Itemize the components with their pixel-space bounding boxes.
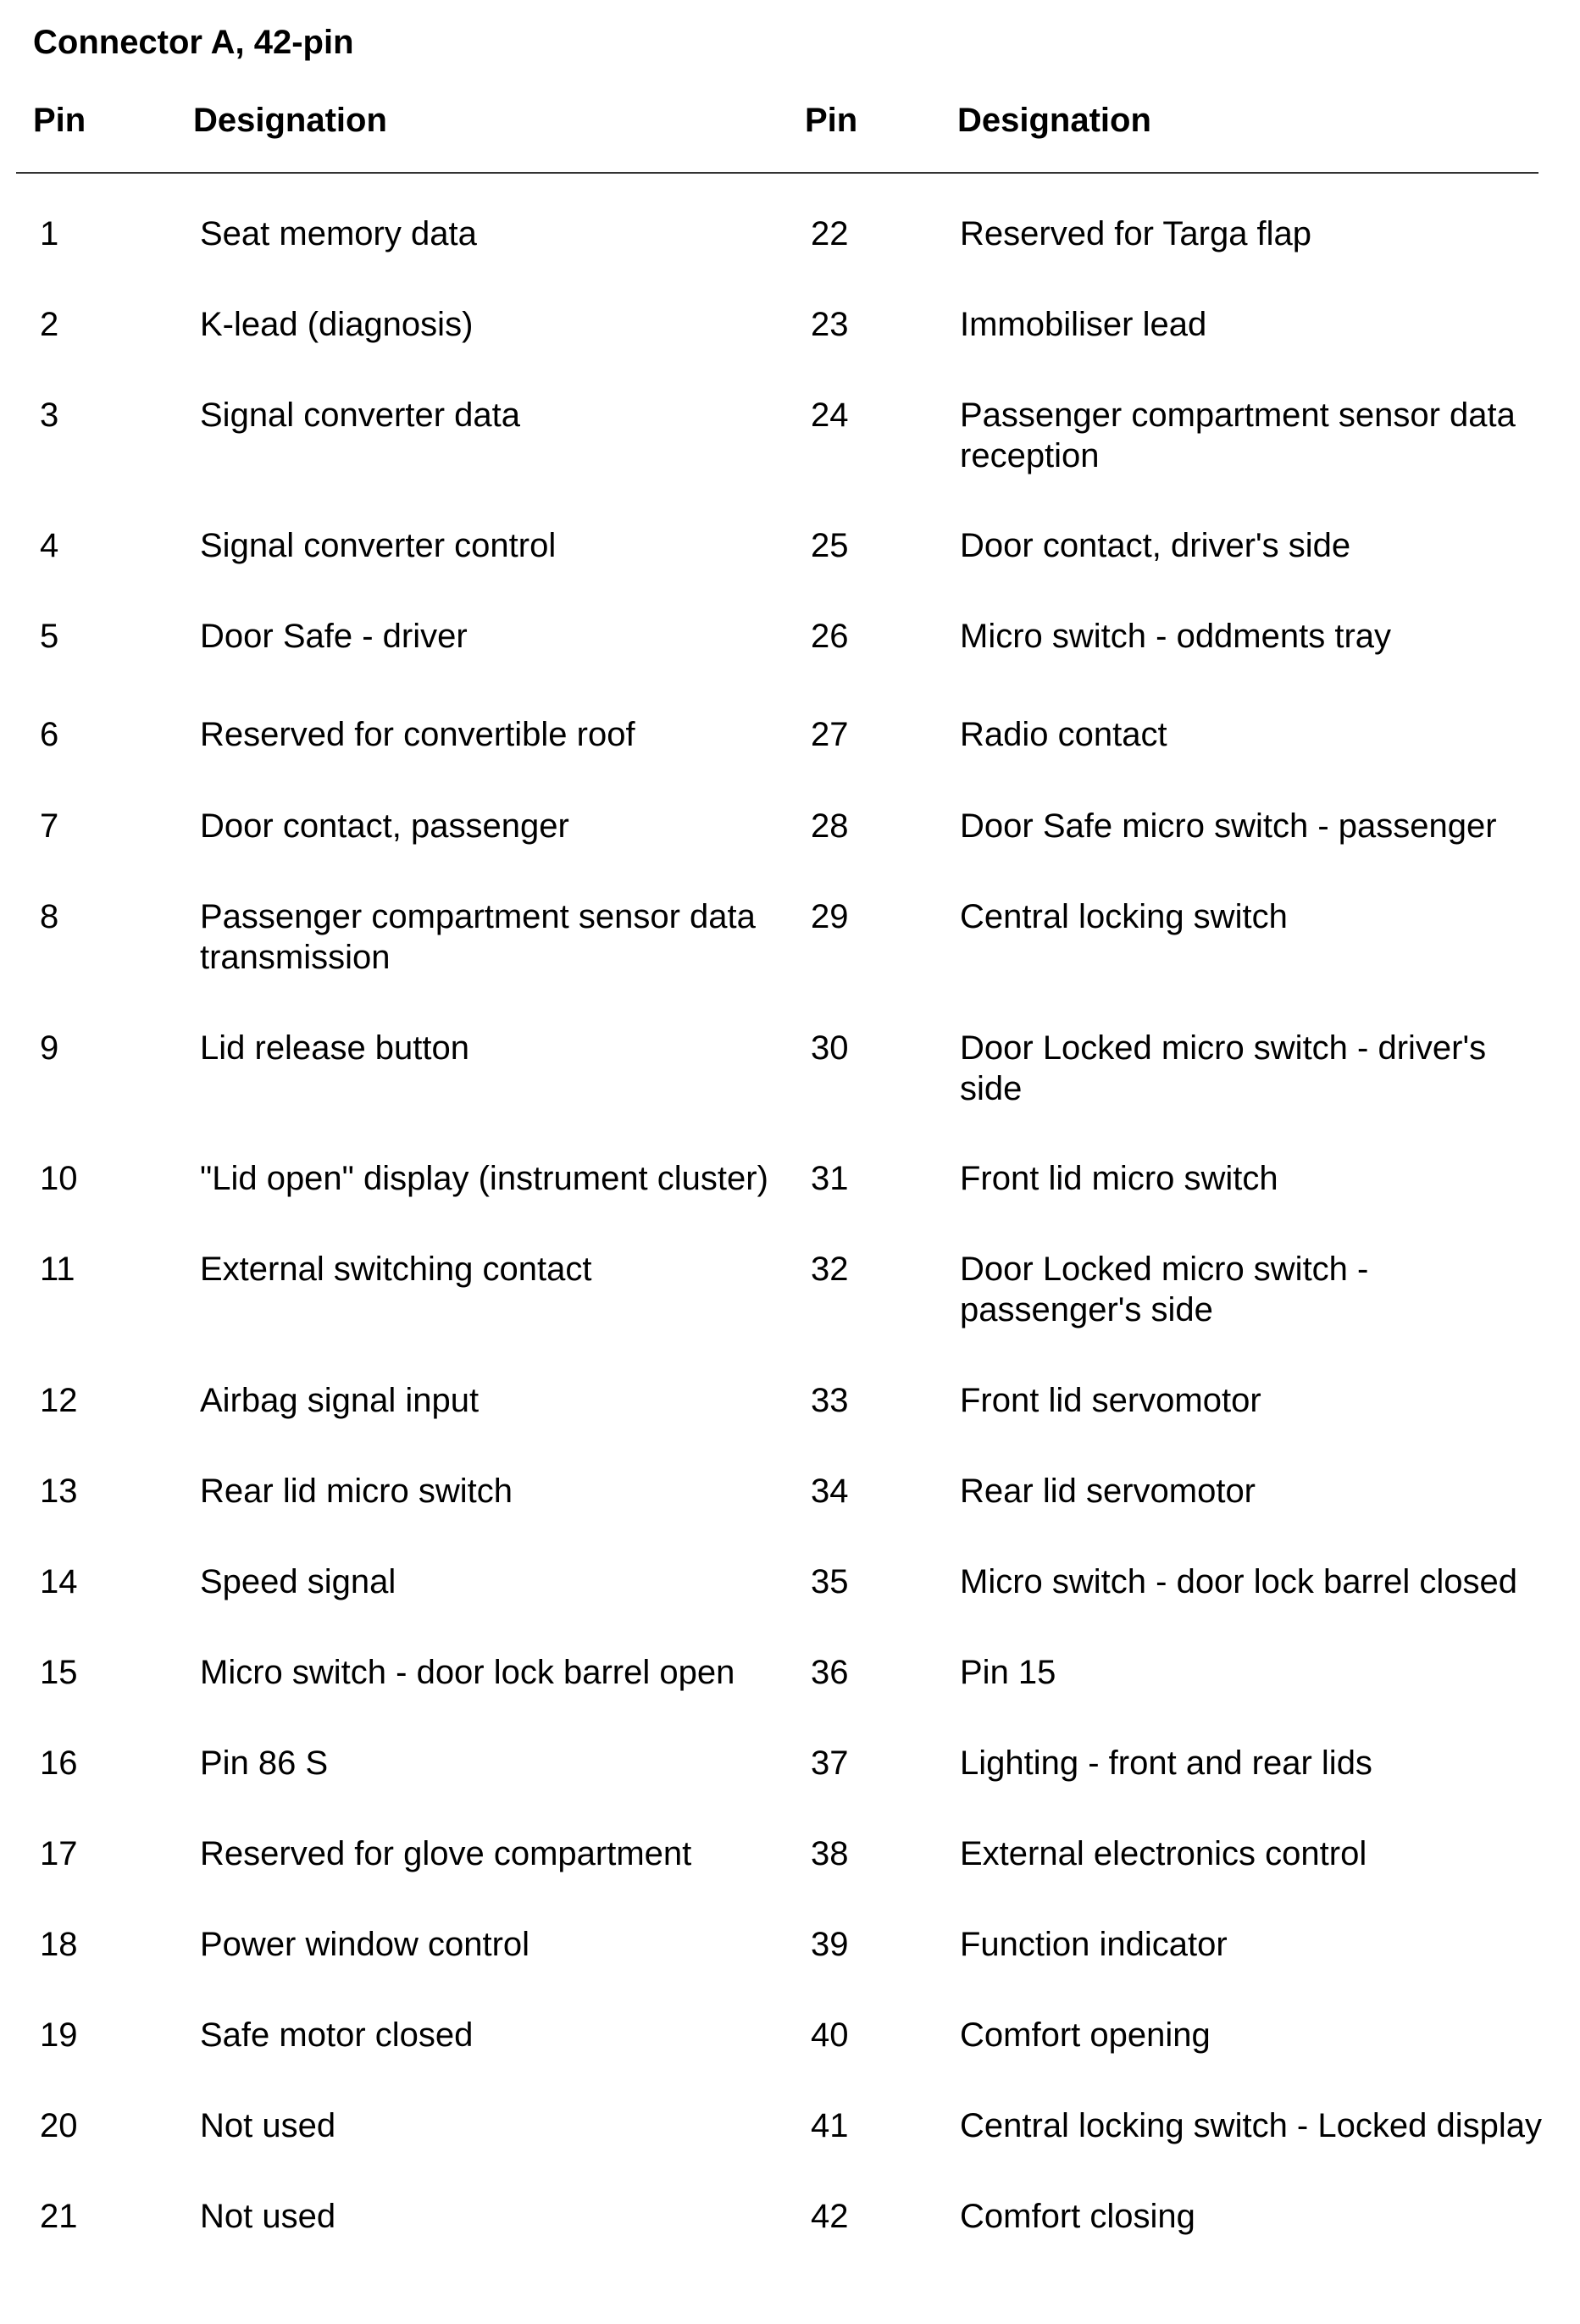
pin-number-left: 7 xyxy=(40,807,59,845)
pin-number-right: 31 xyxy=(811,1160,849,1197)
designation-right: Micro switch - oddments tray xyxy=(960,618,1392,655)
header-designation-right: Designation xyxy=(957,102,1151,139)
table-row xyxy=(0,1158,1580,1243)
designation-right: External electronics control xyxy=(960,1835,1367,1872)
pin-number-right: 33 xyxy=(811,1382,849,1419)
designation-left: Not used xyxy=(200,2198,336,2235)
pin-number-left: 13 xyxy=(40,1473,78,1510)
table-row xyxy=(0,1028,1580,1112)
designation-right: Immobiliser lead xyxy=(960,306,1207,343)
designation-right: Central locking switch xyxy=(960,898,1288,935)
designation-left: Not used xyxy=(200,2107,336,2144)
designation-right: Rear lid servomotor xyxy=(960,1473,1256,1510)
designation-right: Door Safe micro switch - passenger xyxy=(960,807,1497,845)
pin-number-right: 35 xyxy=(811,1563,849,1600)
table-row xyxy=(0,616,1580,701)
pin-number-left: 16 xyxy=(40,1744,78,1782)
pin-number-left: 15 xyxy=(40,1654,78,1691)
header-pin-left: Pin xyxy=(33,102,86,139)
pin-number-left: 21 xyxy=(40,2198,78,2235)
pin-number-left: 2 xyxy=(40,306,59,343)
designation-right: Comfort opening xyxy=(960,2016,1211,2054)
designation-left: Seat memory data xyxy=(200,215,477,252)
table-row xyxy=(0,2015,1580,2099)
designation-right: Door Locked micro switch - driver's side xyxy=(960,1029,1487,1107)
designation-left: Signal converter control xyxy=(200,527,557,564)
table-row xyxy=(0,304,1580,389)
pin-number-left: 9 xyxy=(40,1029,59,1067)
table-row xyxy=(0,1743,1580,1828)
pin-number-left: 19 xyxy=(40,2016,78,2054)
header-designation-left: Designation xyxy=(193,102,387,139)
table-row xyxy=(0,214,1580,298)
pin-number-left: 18 xyxy=(40,1926,78,1963)
table-row xyxy=(0,1471,1580,1556)
designation-left: Power window control xyxy=(200,1926,530,1963)
pin-number-left: 12 xyxy=(40,1382,78,1419)
designation-right: Passenger compartment sensor data reception xyxy=(960,397,1516,474)
pin-number-right: 39 xyxy=(811,1926,849,1963)
designation-right: Lighting - front and rear lids xyxy=(960,1744,1372,1782)
pin-number-right: 28 xyxy=(811,807,849,845)
designation-left: Micro switch - door lock barrel open xyxy=(200,1654,735,1691)
pin-number-left: 14 xyxy=(40,1563,78,1600)
pin-number-right: 36 xyxy=(811,1654,849,1691)
designation-left: Rear lid micro switch xyxy=(200,1473,513,1510)
designation-left: Airbag signal input xyxy=(200,1382,480,1419)
pin-number-right: 32 xyxy=(811,1251,849,1288)
designation-left: Speed signal xyxy=(200,1563,396,1600)
pin-number-left: 8 xyxy=(40,898,59,935)
designation-right: Door Locked micro switch - passenger's side xyxy=(960,1251,1369,1328)
pin-number-right: 40 xyxy=(811,2016,849,2054)
table-row xyxy=(0,714,1580,799)
designation-right: Central locking switch - Locked display xyxy=(960,2107,1542,2144)
pin-number-right: 42 xyxy=(811,2198,849,2235)
pin-number-right: 29 xyxy=(811,898,849,935)
designation-right: Reserved for Targa flap xyxy=(960,215,1312,252)
table-row xyxy=(0,896,1580,981)
pin-number-right: 22 xyxy=(811,215,849,252)
designation-left: Pin 86 S xyxy=(200,1744,329,1782)
designation-left: Signal converter data xyxy=(200,397,521,434)
designation-right: Micro switch - door lock barrel closed xyxy=(960,1563,1517,1600)
pin-number-right: 26 xyxy=(811,618,849,655)
designation-left: External switching contact xyxy=(200,1251,592,1288)
table-row xyxy=(0,806,1580,890)
table-row xyxy=(0,1380,1580,1465)
pin-number-right: 37 xyxy=(811,1744,849,1782)
designation-right: Front lid servomotor xyxy=(960,1382,1261,1419)
designation-right: Radio contact xyxy=(960,716,1167,753)
table-row xyxy=(0,1924,1580,2009)
pin-number-left: 6 xyxy=(40,716,59,753)
pin-number-left: 1 xyxy=(40,215,59,252)
designation-left: Reserved for glove compartment xyxy=(200,1835,692,1872)
designation-left: Door contact, passenger xyxy=(200,807,569,845)
pin-number-right: 41 xyxy=(811,2107,849,2144)
designation-left: Reserved for convertible roof xyxy=(200,716,635,753)
pin-number-right: 27 xyxy=(811,716,849,753)
pin-number-left: 17 xyxy=(40,1835,78,1872)
table-row xyxy=(0,1249,1580,1334)
header-pin-right: Pin xyxy=(805,102,858,139)
pin-number-right: 34 xyxy=(811,1473,849,1510)
designation-right: Front lid micro switch xyxy=(960,1160,1278,1197)
pin-number-right: 23 xyxy=(811,306,849,343)
table-row xyxy=(0,1652,1580,1737)
designation-right: Comfort closing xyxy=(960,2198,1195,2235)
connector-title: Connector A, 42-pin xyxy=(33,24,354,61)
designation-right: Function indicator xyxy=(960,1926,1228,1963)
designation-left: K-lead (diagnosis) xyxy=(200,306,474,343)
pin-number-left: 5 xyxy=(40,618,59,655)
designation-left: "Lid open" display (instrument cluster) xyxy=(200,1160,768,1197)
designation-right: Pin 15 xyxy=(960,1654,1056,1691)
designation-left: Door Safe - driver xyxy=(200,618,468,655)
designation-left: Passenger compartment sensor data transmission xyxy=(200,898,756,976)
pin-number-left: 3 xyxy=(40,397,59,434)
table-row xyxy=(0,2196,1580,2281)
table-row xyxy=(0,1561,1580,1646)
pin-number-left: 20 xyxy=(40,2107,78,2144)
table-row xyxy=(0,395,1580,480)
pin-number-right: 38 xyxy=(811,1835,849,1872)
pin-number-right: 25 xyxy=(811,527,849,564)
designation-right: Door contact, driver's side xyxy=(960,527,1351,564)
pin-number-right: 24 xyxy=(811,397,849,434)
table-row xyxy=(0,525,1580,610)
designation-left: Lid release button xyxy=(200,1029,470,1067)
pin-number-left: 4 xyxy=(40,527,59,564)
pin-number-left: 11 xyxy=(40,1251,75,1288)
pin-number-left: 10 xyxy=(40,1160,78,1197)
table-row xyxy=(0,1833,1580,1918)
pin-number-right: 30 xyxy=(811,1029,849,1067)
designation-left: Safe motor closed xyxy=(200,2016,474,2054)
table-row xyxy=(0,2105,1580,2190)
